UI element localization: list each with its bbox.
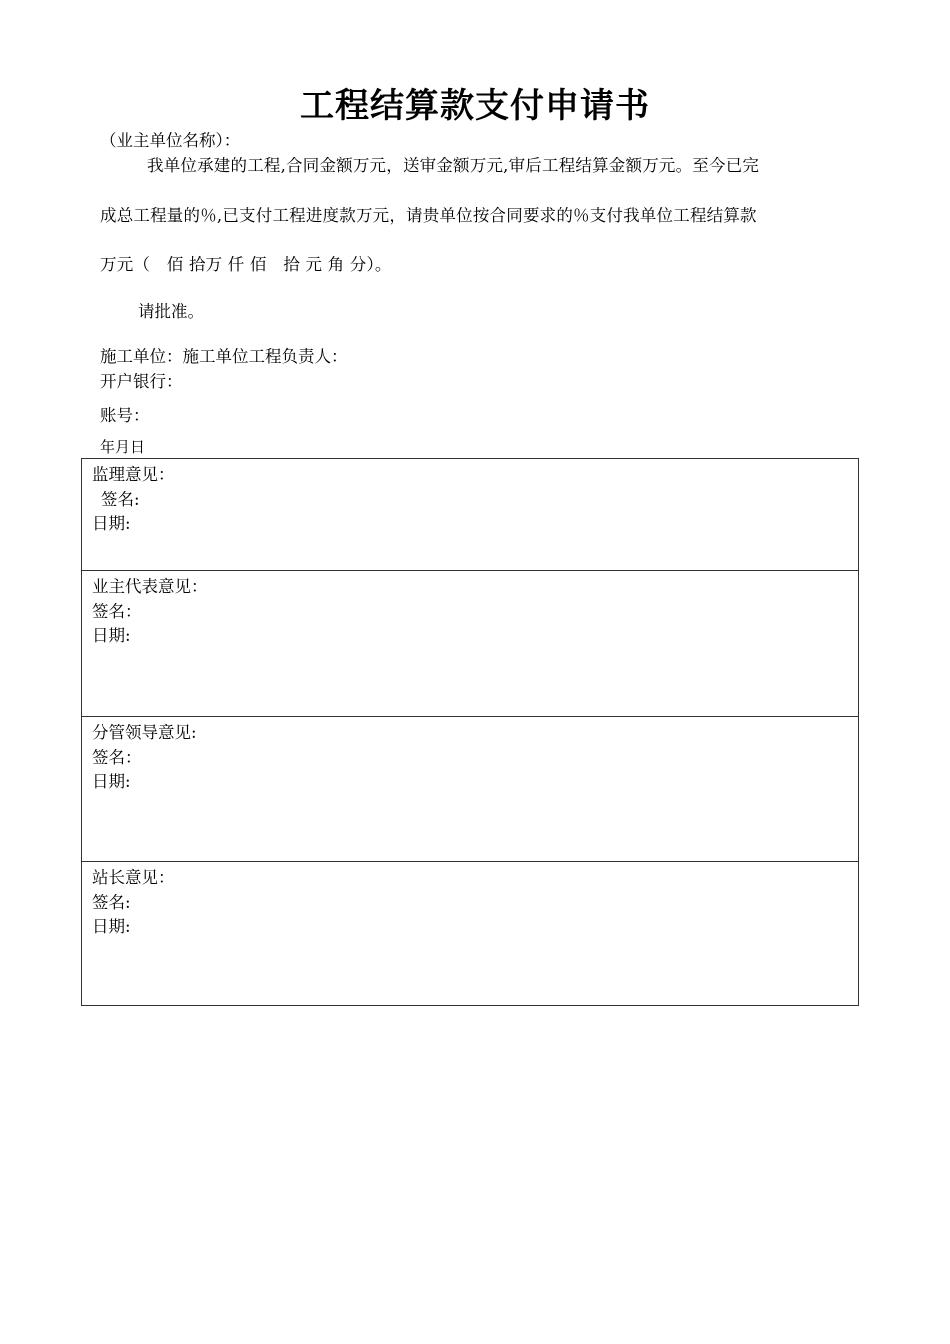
opinion-row-supervision — [82, 459, 859, 571]
opinion-date: 日期: — [92, 917, 131, 936]
opinion-heading: 分管领导意见: — [92, 723, 197, 742]
opinion-heading: 站长意见： — [92, 868, 175, 887]
opinion-cell — [82, 862, 859, 1006]
date-label: 年月日 — [100, 438, 146, 456]
opinion-cell — [82, 717, 859, 862]
opinion-heading: 业主代表意见： — [92, 577, 208, 596]
opinion-sign: 签名： — [92, 747, 142, 767]
opinions-table — [81, 458, 859, 1006]
opinion-cell — [82, 459, 859, 571]
bank-label: 开户银行： — [100, 372, 183, 391]
opinion-date: 日期: — [92, 772, 131, 791]
document-title: 工程结算款支付申请书 — [300, 86, 650, 126]
opinion-date: 日期: — [92, 514, 131, 533]
opinion-sign: 签名: — [101, 489, 140, 509]
opinion-date: 日期: — [92, 626, 131, 645]
paragraph-line-2: 成总工程量的％,已支付工程进度款万元，请贵单位按合同要求的％支付我单位工程结算款 — [100, 206, 757, 225]
request-text: 请批准。 — [138, 302, 204, 321]
opinion-sign: 签名： — [92, 601, 142, 621]
opinion-sign: 签名: — [92, 892, 131, 912]
opinion-row-station-chief — [82, 862, 859, 1006]
paragraph-line-1: 我单位承建的工程,合同金额万元，送审金额万元,审后工程结算金额万元。至今已完 — [147, 156, 760, 175]
opinion-heading: 监理意见： — [92, 465, 175, 484]
account-label: 账号： — [100, 406, 150, 425]
paragraph-line-3: 万元（ 佰 拾万 仟 佰 拾 元 角 分）。 — [100, 255, 392, 274]
contractor-line: 施工单位：施工单位工程负责人： — [100, 347, 348, 366]
addressee: （业主单位名称）： — [100, 131, 241, 150]
opinion-row-owner-rep — [82, 571, 859, 717]
opinion-row-leader — [82, 717, 859, 862]
opinion-cell — [82, 571, 859, 717]
